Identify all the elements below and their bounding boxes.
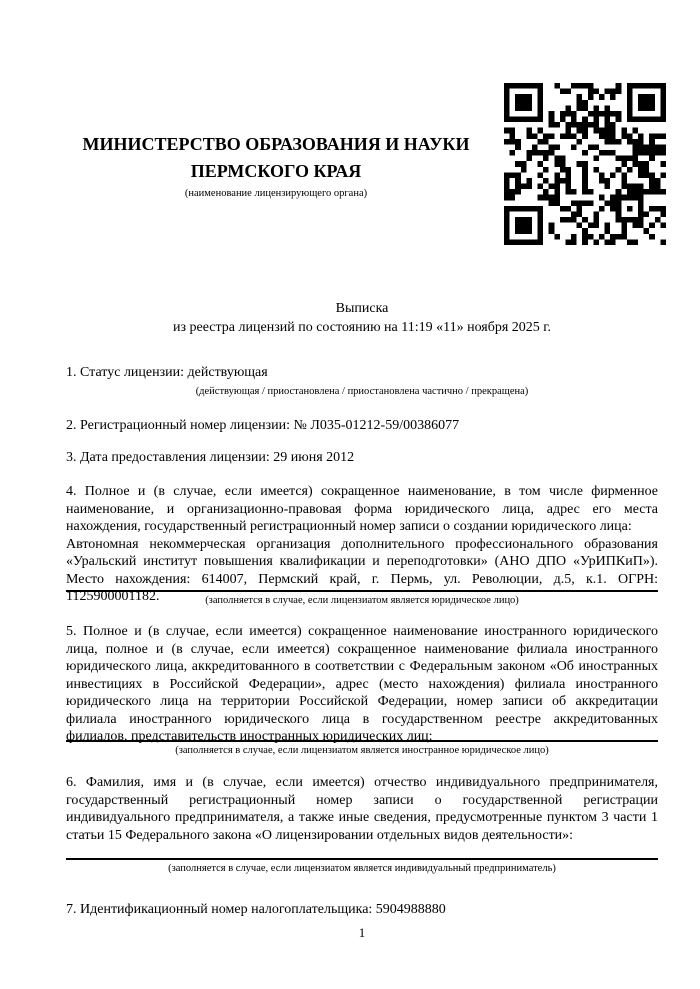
licensing-authority-caption: (наименование лицензирующего органа) [184,188,368,199]
item-4-caption: (заполняется в случае, если лицензиатом является юридическое лицо) [205,595,519,606]
document-title-line1: Выписка [335,301,389,316]
item-2-registration-number: 2. Регистрационный номер лицензии: № Л035-01212-59/00386077 [66,418,460,433]
item-5-caption: (заполняется в случае, если лицензиатом является иностранное юридическое лицо) [175,745,549,756]
document-title-line2: из реестра лицензий по состоянию на 11:19 «11» ноября 2025 г. [173,320,551,335]
item-5-foreign-entity: 5. Полное и (в случае, если имеется) сокращенное наименование иностранного юридического лица, полное и (в случае, если имеется) сокращенное наименование филиала иностранного юридического лица, аккредитованного в соответствии с Федеральным законом «Об иностранных инвестициях в Российской Федерации», адрес (место нахождения) филиала иностранного юридического лица на территории Российской Федерации, номер записи об аккредитации филиала иностранного юридического лица в государственном реестре аккредитованных филиалов, представительств иностранных юридических лиц: [66,624,658,744]
separator-line-item6 [66,858,658,860]
qr-code-image [504,83,666,245]
document-title [66,299,658,337]
item-4-value: Автономная некоммерческая организация дополнительного профессионального образования «Уральский институт повышения квалификации и переподготовки» (АНО ДПО «УрИПКиП»). Место нахождения: 614007, Пермский край, г. Пермь, ул. Революции, д.5, к.1. ОГРН: 1125900001182. [66,536,658,604]
item-3-grant-date: 3. Дата предоставления лицензии: 29 июня 2012 [66,450,355,465]
item-1-license-status: 1. Статус лицензии: действующая [66,365,268,380]
separator-line-item5 [66,740,658,742]
item-6-entrepreneur: 6. Фамилия, имя и (в случае, если имеется) отчество индивидуального предпринимателя, государственный регистрационный номер записи о государственной регистрации индивидуального предпринимателя, а также иные сведения, предусмотренные пунктом 3 части 1 статьи 15 Федерального закона «О лицензировании отдельных видов деятельности»: [66,775,658,843]
item-6-caption: (заполняется в случае, если лицензиатом является индивидуальный предприниматель) [168,863,556,874]
item-1-caption: (действующая / приостановлена / приостановлена частично / прекращена) [195,386,529,397]
item-7-taxpayer-number: 7. Идентификационный номер налогоплательщика: 5904988880 [66,902,446,917]
licensing-authority-name-line1: МИНИСТЕРСТВО ОБРАЗОВАНИЯ И НАУКИ [82,134,470,154]
separator-line-item4 [66,590,658,592]
page-number: 1 [358,925,366,940]
qr-code [504,83,666,245]
document-header [66,131,486,201]
item-4-legal-entity [66,483,658,606]
item-4-label: 4. Полное и (в случае, если имеется) сокращенное наименование, в том числе фирменное наименование, и организационно-правовая форма юридического лица, адрес его места нахождения, государственный регистрационный номер записи о создании юридического лица: [66,484,658,534]
licensing-authority-name-line2: ПЕРМСКОГО КРАЯ [190,161,362,181]
